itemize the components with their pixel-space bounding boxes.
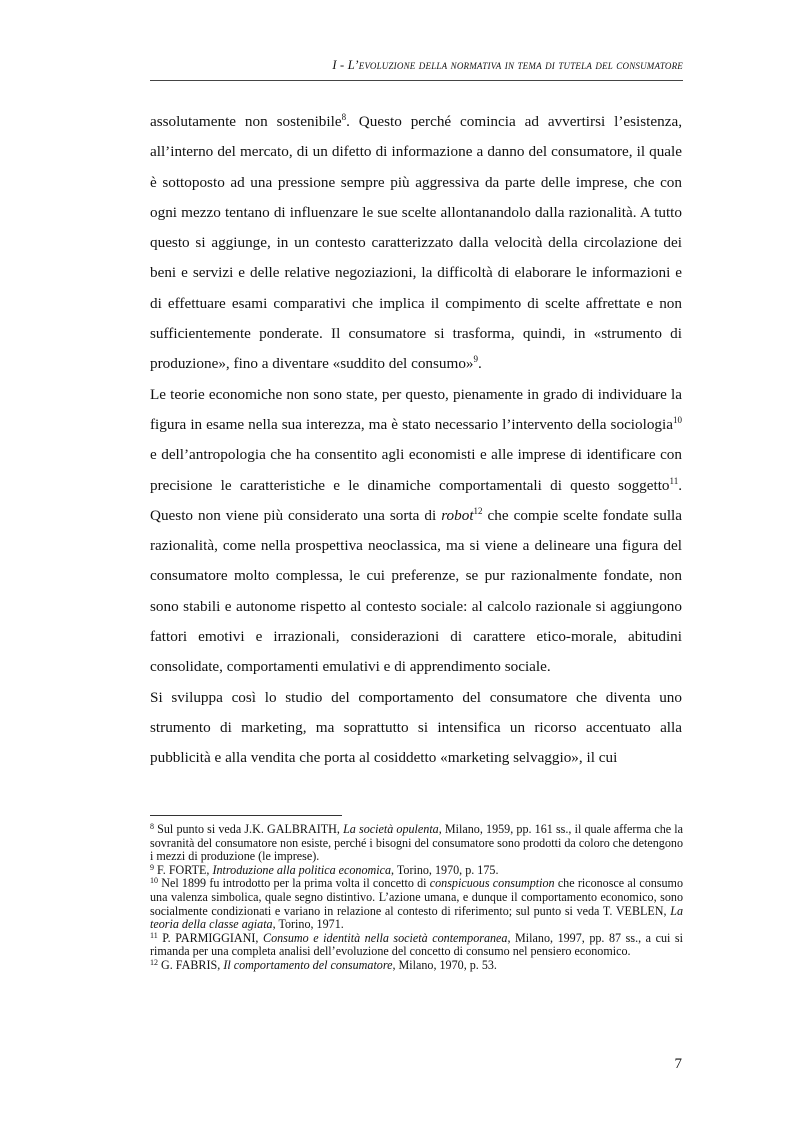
footnote-number: 9 xyxy=(150,862,154,872)
paragraph-3: Si sviluppa così lo studio del comportamento del consumatore che diventa uno strumento di marketing, ma soprattutto si intensifica un ricorso accentuato alla pubblicità e alla vendita che porta al cosiddetto «marketing selvaggio», il cui xyxy=(150,688,682,767)
footnote-11 xyxy=(150,932,683,959)
footnote-ref-10[interactable]: 10 xyxy=(673,414,682,425)
paragraph-1 xyxy=(150,107,682,380)
footnote-title: La teoria della classe agiata xyxy=(150,903,683,932)
footnote-number: 8 xyxy=(150,822,154,831)
footnote-9 xyxy=(150,864,683,878)
footnote-text: F. FORTE, xyxy=(154,862,213,877)
p1-text-c: . xyxy=(478,355,482,373)
p1-text-b: . Questo perché comincia ad avvertirsi l’esistenza, all’interno del mercato, di un difetto di informazione a danno del consumatore, il quale è sottoposto ad una pressione sempre più aggressiva da parte delle imprese, che con ogni mezzo tentano di influenzare le sue scelte allontanandolo dalla razionalità. A tutto questo si aggiunge, in un contesto caratterizzato dalla velocità della circolazione dei beni e servizi e delle relative negoziazioni, la difficoltà di elaborare le informazioni e di effettuare esami comparativi che implica il compimento di scelte affrettate e non sufficientemente ponderate. Il consumatore si trasforma, quindi, in «strumento di produzione», fino a diventare «suddito del consumo» xyxy=(150,113,682,373)
footnote-text: G. FABRIS, xyxy=(158,957,224,972)
paragraph-2 xyxy=(150,380,682,683)
footnote-title: Il comportamento del consumatore xyxy=(223,957,393,972)
footnote-text: Sul punto si veda J.K. GALBRAITH, xyxy=(154,822,344,836)
footnote-text: , Torino, 1970, p. 175. xyxy=(391,862,499,877)
footnote-number: 11 xyxy=(150,930,158,940)
footnote-ref-12[interactable]: 12 xyxy=(473,505,483,516)
p2-text-c: . Questo non viene più considerato una sorta di xyxy=(150,476,682,524)
footnote-title: La società opulenta xyxy=(343,822,439,836)
footnote-ref-9[interactable]: 9 xyxy=(473,354,479,365)
footnote-text: , Milano, 1959, pp. 161 ss., il quale afferma che la sovranità del consumatore non esiste, perché i bisogni del consumatore sono prodotti da coloro che detengono i mezzi di produzione (le imprese). xyxy=(150,822,683,864)
footnote-text: , Torino, 1971. xyxy=(272,917,344,932)
footnote-text: , Milano, 1997, pp. 87 ss., a cui si rimanda per una completa analisi dell’evoluzione del concetto di consumo nel pensiero economico. xyxy=(150,930,684,959)
page-number: 7 xyxy=(674,1056,682,1072)
header-rule xyxy=(150,80,683,81)
p2-text-b: e dell’antropologia che ha consentito agli economisti e alle imprese di identificare con precisione le caratteristiche e le dinamiche comportamentali di questo soggetto xyxy=(150,446,682,494)
footnote-text: , Milano, 1970, p. 53. xyxy=(392,957,497,972)
footnote-number: 12 xyxy=(150,957,158,967)
footnote-number: 10 xyxy=(150,876,158,886)
p2-text-d: che compie scelte fondate sulla razionalità, come nella prospettiva neoclassica, ma si viene a delineare una figura del consumatore molto complessa, le cui preferenze, se pur razionalmente fondate, non sono stabili e autonome rispetto al contesto sociale: al calcolo razionale si aggiungono fattori emotivi e irrazionali, considerazioni di carattere etico-morale, abitudini consolidate, comportamenti emulativi e di apprendimento sociale. xyxy=(150,506,683,676)
footnote-title: Introduzione alla politica economica xyxy=(212,862,392,877)
footnote-rule xyxy=(150,815,342,816)
footnote-10 xyxy=(150,877,683,931)
footnote-ref-11[interactable]: 11 xyxy=(669,475,679,486)
footnote-text: Nel 1899 fu introdotto per la prima volta il concetto di xyxy=(158,876,430,891)
header-title: evoluzione della normativa in tema di tutela del consumatore xyxy=(358,58,683,72)
header-prefix: I - L’ xyxy=(332,58,359,72)
p1-text-a: assolutamente non sostenibile xyxy=(150,113,342,130)
footnote-12 xyxy=(150,959,683,973)
body-text xyxy=(150,107,682,774)
footnote-title: conspicuous consumption xyxy=(429,876,555,891)
running-header xyxy=(150,58,683,73)
footnote-8 xyxy=(150,823,683,864)
p2-italic-robot: robot xyxy=(441,506,474,524)
footnote-title: Consumo e identità nella società contemporanea xyxy=(263,930,508,945)
footnotes xyxy=(150,823,683,973)
footnote-ref-8[interactable]: 8 xyxy=(341,112,347,122)
footnote-text: P. PARMIGGIANI, xyxy=(157,930,263,945)
p2-text-a: Le teorie economiche non sono state, per questo, pienamente in grado di individuare la figura in esame nella sua interezza, ma è stato necessario l’intervento della sociologia xyxy=(150,385,682,433)
footnote-text: che riconosce al consumo una valenza simbolica, quale segno distintivo. L’azione umana, e dunque il comportamento economico, sono socialmente condizionati e variano in relazione al contesto di riferimento; sul punto si veda T. VEBLEN, xyxy=(150,876,684,918)
